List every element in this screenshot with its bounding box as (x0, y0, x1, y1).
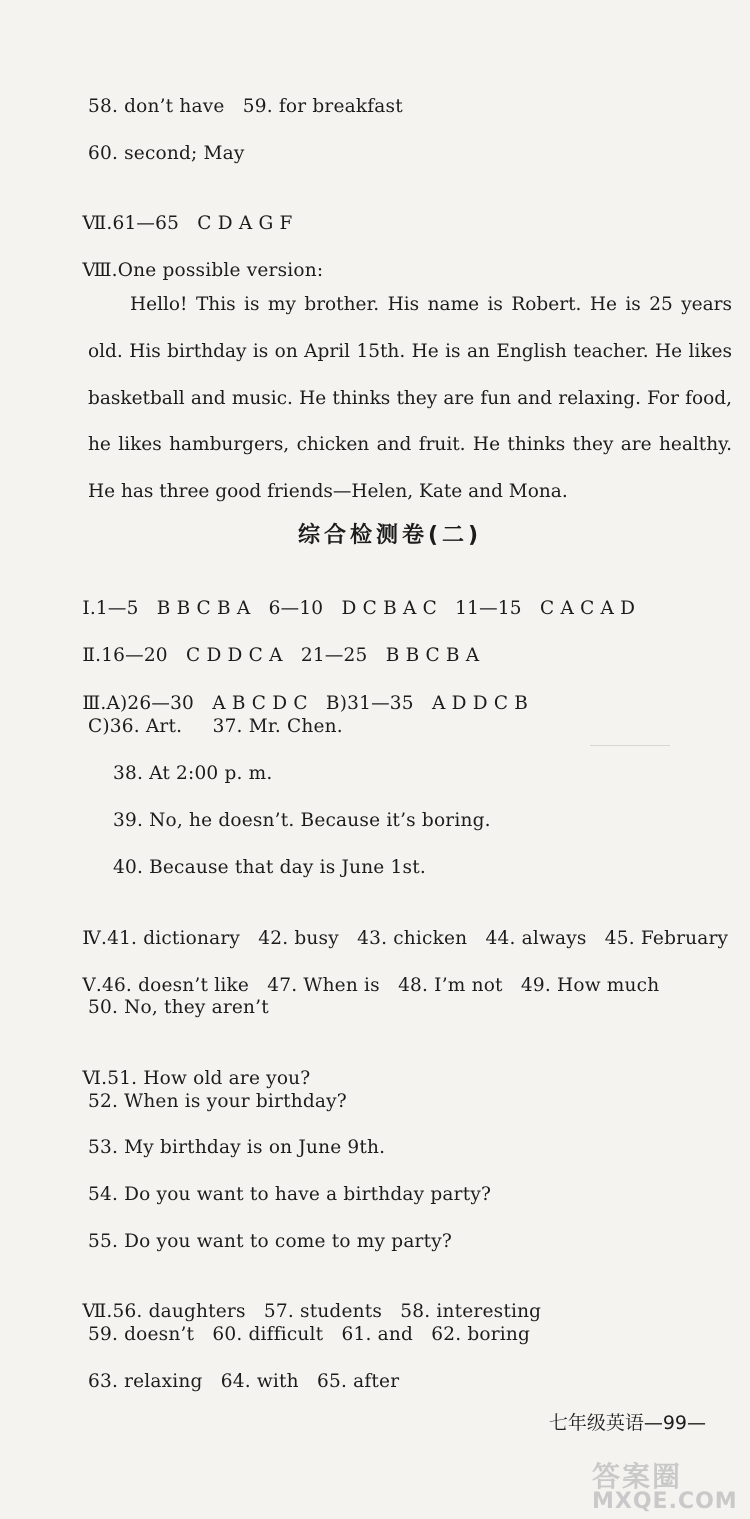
section-numeral: Ⅱ. (82, 645, 102, 666)
section-text: One possible version: (117, 260, 324, 281)
section-numeral: Ⅷ. (82, 260, 118, 281)
watermark-top: 答案圈 (592, 1460, 683, 1493)
answer-line-50: 50. No, they aren’t (88, 997, 269, 1018)
page-footer: 七年级英语—99— (548, 1412, 706, 1434)
answer-line-59-62: 59. doesn’t 60. difficult 61. and 62. boring (88, 1324, 531, 1345)
answer-line-55: 55. Do you want to come to my party? (88, 1231, 453, 1252)
answer-line-38: 38. At 2:00 p. m. (113, 763, 273, 784)
section-text: 61—65 C D A G F (112, 213, 293, 234)
answer-line-54: 54. Do you want to have a birthday party? (88, 1184, 492, 1205)
watermark-bottom: MXQE.COM (592, 1489, 738, 1514)
section-text: 41. dictionary 42. busy 43. chicken 44. always 45. February (107, 928, 729, 949)
section-numeral: Ⅶ. (82, 1301, 113, 1322)
answer-line-53: 53. My birthday is on June 9th. (88, 1137, 386, 1158)
answer-line-52: 52. When is your birthday? (88, 1091, 347, 1112)
sample-essay: Hello! This is my brother. His name is Robert. He is 25 years old. His birthday is on April 15th. He is an English teacher. He likes basketball and music. He thinks they are fun and relaxing. For food, he likes hamburgers, chicken and fruit. He thinks they are healthy. He has three good friends—Helen, Kate and Mona. (88, 294, 732, 503)
section-numeral: Ⅳ. (82, 928, 108, 949)
section-numeral: Ⅵ. (82, 1068, 108, 1089)
answer-line-36-37: C)36. Art. 37. Mr. Chen. (88, 716, 343, 737)
section-numeral: Ⅴ. (82, 975, 102, 996)
answer-line-60: 60. second; May (88, 143, 245, 164)
answer-line-39: 39. No, he doesn’t. Because it’s boring. (113, 810, 491, 831)
section-text: A)26—30 A B C D C B)31—35 A D D C B (106, 693, 529, 714)
section-text: 56. daughters 57. students 58. interesting (112, 1301, 542, 1322)
section-numeral: Ⅲ. (82, 693, 107, 714)
section-numeral: Ⅰ. (82, 598, 96, 619)
watermark-logo (592, 1455, 742, 1515)
answer-line-40: 40. Because that day is June 1st. (113, 857, 426, 878)
section-text: 1—5 B B C B A 6—10 D C B A C 11—15 C A C A D (95, 598, 636, 619)
section-numeral: Ⅶ. (82, 213, 113, 234)
section-text: 51. How old are you? (107, 1068, 311, 1089)
section-title: 综合检测卷(二) (297, 523, 483, 548)
section-text: 46. doesn’t like 47. When is 48. I’m not 49. How much (101, 975, 660, 996)
section-text: 16—20 C D D C A 21—25 B B C B A (101, 645, 480, 666)
answer-line-58-59: 58. don’t have 59. for breakfast (88, 96, 403, 117)
answer-line-63-65: 63. relaxing 64. with 65. after (88, 1371, 400, 1392)
bleed-through-mark (590, 745, 670, 746)
